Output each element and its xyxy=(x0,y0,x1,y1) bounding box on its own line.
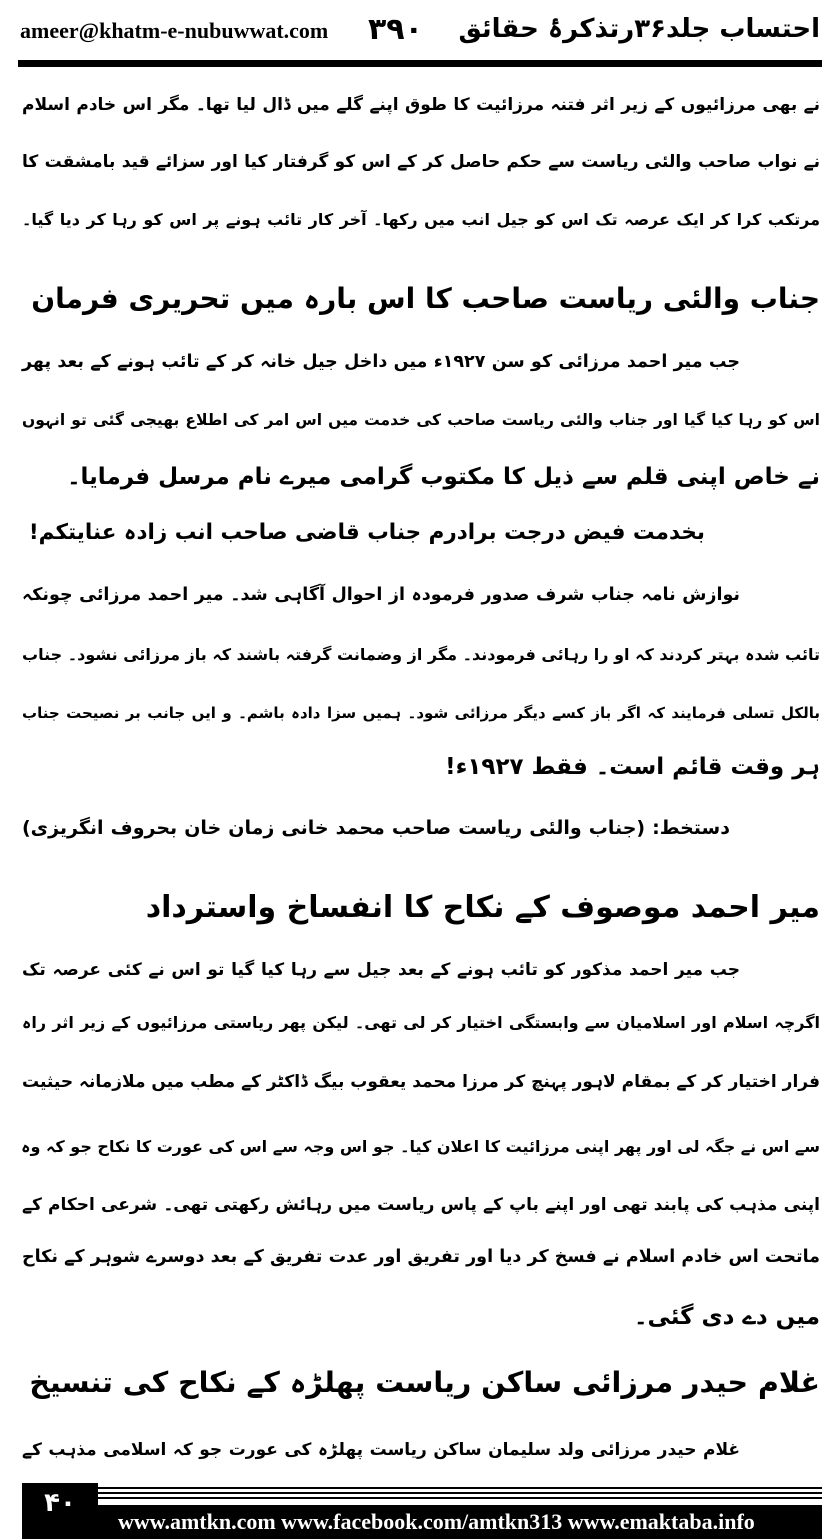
text-line: جب میر احمد مذکور کو تائب ہونے کے بعد جیل سے رہا کیا گیا تو اس نے کئی عرصہ تک xyxy=(22,960,740,980)
text-line: اپنی مذہب کی پابند تھی اور اپنے باپ کے پاس ریاست میں رہائش رکھتی تھی۔ شرعی احکام کے xyxy=(22,1195,820,1215)
section-heading: جناب والئی ریاست صاحب کا اس بارہ میں تحریری فرمان xyxy=(31,282,820,315)
header-rule xyxy=(18,60,822,67)
section-heading: غلام حیدر مرزائی ساکن ریاست پھلڑہ کے نکاح کی تنسیخ xyxy=(29,1366,820,1399)
text-line: غلام حیدر مرزائی ولد سلیمان ساکن ریاست پھلڑہ کی عورت جو کہ اسلامی مذہب کے xyxy=(22,1440,740,1460)
email-address: ameer@khatm-e-nubuwwat.com xyxy=(20,18,329,43)
footer-rule xyxy=(98,1492,822,1494)
text-line: فرار اختیار کر کے بمقام لاہور پہنچ کر مرزا محمد یعقوب بیگ ڈاکٹر کے مطب میں ملازمانہ حیثیت xyxy=(22,1072,820,1092)
text-line: نے خاص اپنی قلم سے ذیل کا مکتوب گرامی میرے نام مرسل فرمایا۔ xyxy=(67,464,820,490)
letter-line: تائب شدہ بہتر کردند کہ او را رہائی فرمودند۔ مگر از وضمانت گرفتہ باشند کہ باز مرزائی نشود۔ جناب xyxy=(22,645,820,664)
section-heading: میر احمد موصوف کے نکاح کا انفساخ واسترداد xyxy=(145,890,820,925)
text-line: سے اس نے جگہ لی اور پھر اپنی مرزائیت کا اعلان کیا۔ جو اس وجہ سے اس کی عورت کا نکاح جو کہ وہ xyxy=(21,1137,820,1156)
text-line: ماتحت اس خادم اسلام نے فسخ کر دیا اور تفریق اور عدت تفریق کے بعد دوسرے شوہر کے نکاح xyxy=(22,1247,820,1267)
footer-rule xyxy=(98,1497,822,1499)
text-line: مرتکب کرا کر ایک عرصہ تک اس کو جیل انب میں رکھا۔ آخر کار تائب ہونے پر اس کو رہا کر دیا گیا۔ xyxy=(22,210,820,229)
page-number: ۳۹۰ xyxy=(368,12,423,47)
text-line: جب میر احمد مرزائی کو سن ۱۹۲۷ء میں داخل جیل خانہ کر کے تائب ہونے کے بعد پھر xyxy=(22,352,741,372)
letter-line: نوازش نامہ جناب شرف صدور فرمودہ از احوال آگاہی شد۔ میر احمد مرزائی چونکہ xyxy=(22,585,740,605)
book-title: احتساب جلد۳۶رتذکرۂ حقائق xyxy=(458,14,820,44)
text-line: اگرچہ اسلام اور اسلامیان سے وابستگی اختیار کر لی تھی۔ لیکن پھر ریاستی مرزائیوں کے زیر اثر راہ xyxy=(22,1013,820,1032)
text-line: میں دے دی گئی۔ xyxy=(633,1304,820,1330)
text-line: نے نواب صاحب والئی ریاست سے حکم حاصل کر کے اس کو گرفتار کیا اور سزائے قید بامشقت کا xyxy=(22,152,820,172)
text-line: نے بھی مرزائیوں کے زیر اثر فتنہ مرزائیت کا طوق اپنے گلے میں ڈال لیا تھا۔ مگر اس خادم اسلام xyxy=(22,95,820,115)
footer-page-index: ۴۰ xyxy=(22,1483,98,1539)
letter-line: بالکل تسلی فرمایند کہ اگر باز کسے دیگر مرزائی شود۔ ہمیں سزا دادہ باشم۔ و ایں جانب بر نصیحت جناب xyxy=(22,704,820,722)
signature-line: دستخط: (جناب والئی ریاست صاحب محمد خانی زمان خان بحروف انگریزی) xyxy=(22,817,730,839)
letter-salutation: بخدمت فیض درجت برادرم جناب قاضی صاحب انب زادہ عنایتکم! xyxy=(28,520,705,545)
letter-line: ہر وقت قائم است۔ فقط ۱۹۲۷ء! xyxy=(445,754,820,780)
footer-links: www.amtkn.com www.facebook.com/amtkn313 www.emaktaba.info xyxy=(98,1505,822,1539)
footer-rule xyxy=(98,1487,822,1489)
text-line: اس کو رہا کیا گیا اور جناب والئی ریاست صاحب کی خدمت میں اس امر کی اطلاع بھیجی گئی تو انہوں xyxy=(22,411,820,429)
